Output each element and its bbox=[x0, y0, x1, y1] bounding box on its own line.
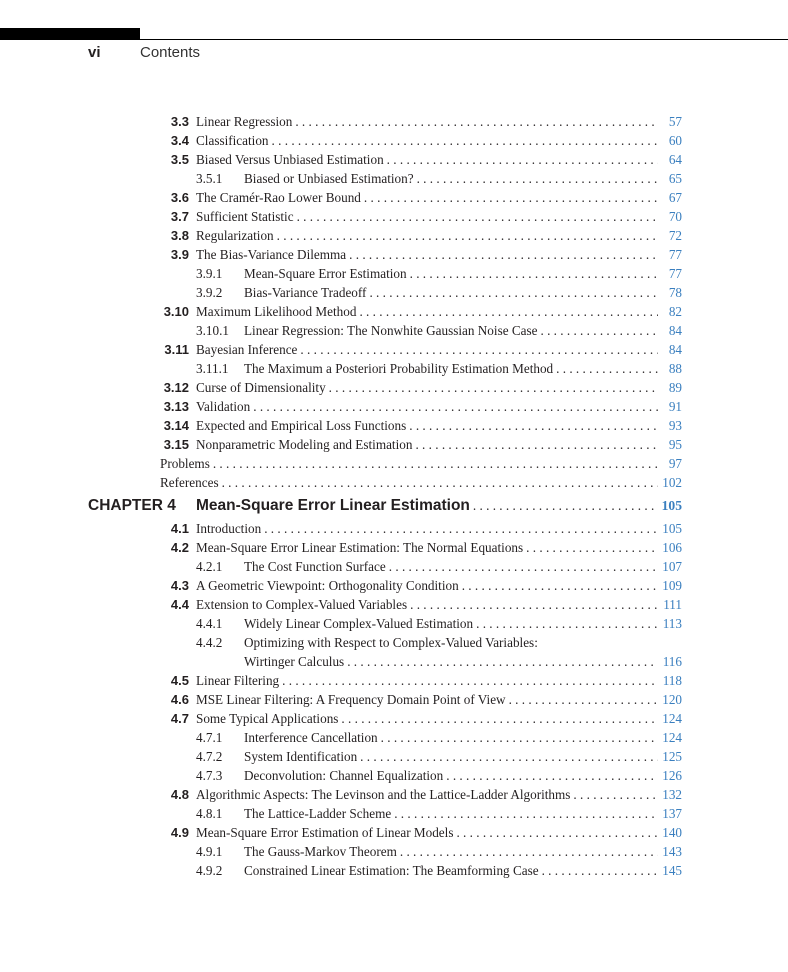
toc-entry[interactable] bbox=[0, 709, 788, 728]
entry-page-link[interactable]: 72 bbox=[668, 228, 682, 243]
entry-number: 4.4.2 bbox=[196, 635, 223, 650]
entry-title-wrap bbox=[196, 207, 658, 226]
toc-entry[interactable] bbox=[0, 245, 788, 264]
entry-title-wrap bbox=[196, 823, 658, 842]
entry-title: Mean-Square Error Linear Estimation: The Normal Equations bbox=[196, 540, 524, 555]
entry-title-wrap bbox=[244, 264, 658, 283]
entry-title-wrap bbox=[196, 435, 658, 454]
entry-number: 3.13 bbox=[163, 399, 189, 414]
entry-page-link[interactable]: 88 bbox=[668, 361, 682, 376]
entry-title-wrap bbox=[196, 576, 658, 595]
dot-leader bbox=[453, 823, 658, 842]
entry-number: 3.10.1 bbox=[196, 323, 229, 338]
toc-entry[interactable] bbox=[0, 454, 788, 473]
entry-number: 4.2 bbox=[170, 540, 189, 555]
entry-page-link[interactable]: 145 bbox=[662, 863, 682, 878]
dot-leader bbox=[470, 492, 658, 519]
entry-page-link[interactable]: 57 bbox=[668, 114, 682, 129]
entry-page-link[interactable]: 77 bbox=[668, 266, 682, 281]
dot-leader bbox=[346, 245, 658, 264]
entry-number: 4.8.1 bbox=[196, 806, 223, 821]
entry-page-link[interactable]: 137 bbox=[662, 806, 682, 821]
entry-title: Interference Cancellation bbox=[244, 730, 378, 745]
entry-number: 4.4.1 bbox=[196, 616, 223, 631]
entry-title: The Bias-Variance Dilemma bbox=[196, 247, 347, 262]
entry-title: Linear Filtering bbox=[196, 673, 280, 688]
dot-leader bbox=[414, 169, 658, 188]
entry-number: 3.9.2 bbox=[196, 285, 223, 300]
entry-title-wrap bbox=[196, 709, 658, 728]
toc-entry[interactable] bbox=[0, 131, 788, 150]
toc-entry[interactable] bbox=[0, 340, 788, 359]
dot-leader bbox=[443, 766, 658, 785]
dot-leader bbox=[523, 538, 658, 557]
dot-leader bbox=[378, 728, 658, 747]
dot-leader bbox=[261, 519, 658, 538]
toc-entry[interactable] bbox=[0, 557, 788, 576]
entry-title-wrap bbox=[196, 188, 658, 207]
toc-entry[interactable] bbox=[0, 519, 788, 538]
dot-leader bbox=[553, 359, 658, 378]
entry-title: Widely Linear Complex-Valued Estimation bbox=[244, 616, 474, 631]
entry-page-link[interactable]: 95 bbox=[668, 437, 682, 452]
dot-leader bbox=[407, 264, 658, 283]
entry-page-link[interactable]: 93 bbox=[668, 418, 682, 433]
entry-number: 3.11 bbox=[164, 342, 189, 357]
toc-entry[interactable] bbox=[0, 823, 788, 842]
entry-title: Expected and Empirical Loss Functions bbox=[196, 418, 407, 433]
toc-entry[interactable] bbox=[0, 435, 788, 454]
header-bar bbox=[0, 28, 140, 39]
toc-entry[interactable] bbox=[0, 595, 788, 614]
dot-leader bbox=[292, 112, 658, 131]
toc-entry[interactable] bbox=[0, 671, 788, 690]
entry-title: Extension to Complex-Valued Variables bbox=[196, 597, 408, 612]
entry-title: Some Typical Applications bbox=[196, 711, 339, 726]
toc-entry[interactable] bbox=[0, 226, 788, 245]
toc-entry[interactable] bbox=[0, 576, 788, 595]
dot-leader bbox=[406, 416, 658, 435]
entry-number: 3.15 bbox=[163, 437, 189, 452]
entry-page-link[interactable]: 124 bbox=[662, 711, 682, 726]
entry-title-wrap bbox=[244, 804, 658, 823]
entry-title: A Geometric Viewpoint: Orthogonality Condition bbox=[196, 578, 459, 593]
toc-entry[interactable] bbox=[0, 766, 788, 785]
dot-leader bbox=[344, 652, 658, 671]
entry-title: Curse of Dimensionality bbox=[196, 380, 326, 395]
entry-title-wrap bbox=[196, 340, 658, 359]
dot-leader bbox=[459, 576, 658, 595]
entry-title: Problems bbox=[160, 456, 210, 471]
toc-entry[interactable] bbox=[0, 283, 788, 302]
entry-page-link[interactable]: 78 bbox=[668, 285, 682, 300]
dot-leader bbox=[570, 785, 658, 804]
entry-title-wrap bbox=[244, 747, 658, 766]
entry-title: Mean-Square Error Estimation bbox=[244, 266, 407, 281]
entry-title: Sufficient Statistic bbox=[196, 209, 294, 224]
toc-entry[interactable] bbox=[0, 861, 788, 880]
entry-number: 4.4 bbox=[170, 597, 189, 612]
entry-page-link[interactable]: 126 bbox=[662, 768, 682, 783]
dot-leader bbox=[366, 283, 658, 302]
toc-entry[interactable] bbox=[0, 842, 788, 861]
entry-title: Biased or Unbiased Estimation? bbox=[244, 171, 414, 186]
entry-page-link[interactable]: 60 bbox=[668, 133, 682, 148]
running-title: Contents bbox=[140, 44, 201, 61]
dot-leader bbox=[506, 690, 658, 709]
entry-title: Algorithmic Aspects: The Levinson and the Lattice-Ladder Algorithms bbox=[196, 787, 571, 802]
entry-page-link[interactable]: 91 bbox=[668, 399, 682, 414]
entry-number: 4.9.2 bbox=[196, 863, 223, 878]
entry-title-wrap bbox=[244, 861, 658, 880]
entry-page-link[interactable]: 64 bbox=[668, 152, 682, 167]
dot-leader bbox=[407, 595, 658, 614]
entry-title: The Cramér-Rao Lower Bound bbox=[196, 190, 361, 205]
dot-leader bbox=[210, 454, 658, 473]
entry-title: Constrained Linear Estimation: The Beamforming Case bbox=[244, 863, 539, 878]
toc-entry[interactable] bbox=[0, 188, 788, 207]
entry-page-link[interactable]: 82 bbox=[668, 304, 682, 319]
entry-title: The Gauss-Markov Theorem bbox=[244, 844, 397, 859]
toc-entry[interactable] bbox=[0, 538, 788, 557]
entry-number: 3.9.1 bbox=[196, 266, 223, 281]
entry-title: System Identification bbox=[244, 749, 358, 764]
entry-title-wrap bbox=[196, 492, 658, 519]
entry-number: 3.7 bbox=[170, 209, 189, 224]
toc-entry[interactable] bbox=[0, 112, 788, 131]
entry-title: Bias-Variance Tradeoff bbox=[244, 285, 367, 300]
toc-entry[interactable] bbox=[0, 416, 788, 435]
entry-page-link[interactable]: 140 bbox=[662, 825, 682, 840]
entry-title-wrap bbox=[196, 378, 658, 397]
toc-entry[interactable] bbox=[0, 169, 788, 188]
entry-number: 4.2.1 bbox=[196, 559, 223, 574]
toc-entry[interactable] bbox=[0, 207, 788, 226]
entry-title: Biased Versus Unbiased Estimation bbox=[196, 152, 384, 167]
entry-title: The Cost Function Surface bbox=[244, 559, 386, 574]
entry-page-link[interactable]: 89 bbox=[668, 380, 682, 395]
entry-number: 4.7.2 bbox=[196, 749, 223, 764]
entry-number: 3.6 bbox=[170, 190, 189, 205]
entry-page-link[interactable]: 125 bbox=[662, 749, 682, 764]
entry-title: Classification bbox=[196, 133, 269, 148]
entry-title-wrap bbox=[196, 302, 658, 321]
entry-number: 3.8 bbox=[170, 228, 189, 243]
entry-title: Validation bbox=[196, 399, 251, 414]
entry-title-wrap bbox=[244, 652, 658, 671]
toc-entry[interactable] bbox=[0, 473, 788, 492]
entry-page-link[interactable]: 102 bbox=[662, 475, 682, 490]
dot-leader bbox=[294, 207, 658, 226]
dot-leader bbox=[391, 804, 658, 823]
entry-page-link[interactable]: 97 bbox=[668, 456, 682, 471]
entry-page-link[interactable]: 107 bbox=[662, 559, 682, 574]
page-number: vi bbox=[88, 44, 101, 61]
entry-title-wrap bbox=[196, 785, 658, 804]
entry-title: MSE Linear Filtering: A Frequency Domain Point of View bbox=[196, 692, 506, 707]
entry-number: 3.10 bbox=[163, 304, 189, 319]
entry-number: 3.3 bbox=[170, 114, 189, 129]
dot-leader bbox=[361, 188, 658, 207]
entry-page-link[interactable]: 113 bbox=[662, 616, 682, 631]
entry-title-wrap bbox=[196, 131, 658, 150]
entry-number: 4.9 bbox=[170, 825, 189, 840]
entry-page-link[interactable]: 120 bbox=[662, 692, 682, 707]
dot-leader bbox=[412, 435, 658, 454]
toc-entry[interactable] bbox=[0, 747, 788, 766]
entry-page-link[interactable]: 111 bbox=[663, 597, 682, 612]
dot-leader bbox=[219, 473, 658, 492]
entry-title-wrap bbox=[244, 557, 658, 576]
entry-page-link[interactable]: 118 bbox=[662, 673, 682, 688]
entry-page-link[interactable]: 67 bbox=[668, 190, 682, 205]
entry-title: Wirtinger Calculus bbox=[244, 654, 345, 669]
entry-title: Mean-Square Error Linear Estimation bbox=[196, 497, 470, 514]
entry-number: 4.9.1 bbox=[196, 844, 223, 859]
entry-title-wrap bbox=[244, 359, 658, 378]
entry-title-wrap bbox=[160, 454, 658, 473]
toc-entry[interactable] bbox=[0, 150, 788, 169]
entry-number: 3.4 bbox=[170, 133, 189, 148]
entry-number: 3.11.1 bbox=[196, 361, 229, 376]
entry-number: 3.5.1 bbox=[196, 171, 223, 186]
entry-title: Linear Regression: The Nonwhite Gaussian Noise Case bbox=[244, 323, 538, 338]
entry-number: 4.7 bbox=[170, 711, 189, 726]
entry-number: CHAPTER 4 bbox=[88, 497, 176, 514]
entry-title: Regularization bbox=[196, 228, 274, 243]
entry-title-wrap bbox=[196, 112, 658, 131]
entry-page-link[interactable]: 84 bbox=[668, 323, 682, 338]
entry-number: 3.5 bbox=[170, 152, 189, 167]
entry-page-link[interactable]: 106 bbox=[662, 540, 682, 555]
toc-entry[interactable] bbox=[0, 302, 788, 321]
dot-leader bbox=[297, 340, 658, 359]
entry-title-wrap bbox=[244, 283, 658, 302]
dot-leader bbox=[386, 557, 658, 576]
entry-page-link[interactable]: 77 bbox=[668, 247, 682, 262]
toc-entry[interactable] bbox=[0, 321, 788, 340]
entry-title: References bbox=[160, 475, 219, 490]
entry-title-wrap bbox=[244, 169, 658, 188]
entry-title: The Maximum a Posteriori Probability Estimation Method bbox=[244, 361, 554, 376]
entry-title: Mean-Square Error Estimation of Linear Models bbox=[196, 825, 454, 840]
entry-page-link[interactable]: 132 bbox=[662, 787, 682, 802]
entry-number: 3.9 bbox=[170, 247, 189, 262]
entry-number: 3.14 bbox=[163, 418, 189, 433]
toc-entry[interactable] bbox=[0, 359, 788, 378]
toc-chapter-entry[interactable] bbox=[0, 492, 788, 519]
toc-entry[interactable] bbox=[0, 690, 788, 709]
dot-leader bbox=[326, 378, 658, 397]
toc-entry[interactable] bbox=[0, 378, 788, 397]
entry-number: 4.7.3 bbox=[196, 768, 223, 783]
entry-title: Bayesian Inference bbox=[196, 342, 298, 357]
entry-page-link[interactable]: 109 bbox=[662, 578, 682, 593]
entry-number: 4.1 bbox=[170, 521, 189, 536]
toc-entry[interactable] bbox=[0, 728, 788, 747]
entry-number: 4.5 bbox=[170, 673, 189, 688]
dot-leader bbox=[397, 842, 658, 861]
entry-title-wrap bbox=[244, 614, 658, 633]
toc-entry[interactable] bbox=[0, 804, 788, 823]
entry-title-wrap bbox=[244, 766, 658, 785]
dot-leader bbox=[338, 709, 658, 728]
entry-number: 4.8 bbox=[170, 787, 189, 802]
entry-title: Linear Regression bbox=[196, 114, 293, 129]
entry-title-wrap bbox=[196, 150, 658, 169]
header-rule bbox=[0, 39, 788, 40]
toc-entry[interactable] bbox=[0, 785, 788, 804]
entry-title-wrap bbox=[244, 728, 658, 747]
entry-title-wrap bbox=[244, 842, 658, 861]
entry-title-wrap bbox=[196, 519, 658, 538]
entry-title-wrap bbox=[160, 473, 658, 492]
entry-title-wrap bbox=[196, 416, 658, 435]
entry-page-link[interactable]: 105 bbox=[662, 521, 682, 536]
toc-entry[interactable] bbox=[0, 614, 788, 633]
entry-title-wrap bbox=[196, 226, 658, 245]
dot-leader bbox=[356, 302, 658, 321]
entry-page-link[interactable]: 143 bbox=[662, 844, 682, 859]
dot-leader bbox=[274, 226, 658, 245]
entry-number: 4.7.1 bbox=[196, 730, 223, 745]
entry-title: The Lattice-Ladder Scheme bbox=[244, 806, 392, 821]
dot-leader bbox=[537, 321, 658, 340]
entry-title-wrap bbox=[244, 321, 658, 340]
dot-leader bbox=[384, 150, 658, 169]
entry-title-wrap bbox=[196, 397, 658, 416]
dot-leader bbox=[357, 747, 658, 766]
entry-title-wrap bbox=[196, 595, 658, 614]
entry-title: Deconvolution: Channel Equalization bbox=[244, 768, 444, 783]
entry-title: Nonparametric Modeling and Estimation bbox=[196, 437, 413, 452]
dot-leader bbox=[539, 861, 658, 880]
toc-entry[interactable] bbox=[0, 633, 788, 671]
entry-page-link[interactable]: 105 bbox=[661, 498, 682, 513]
entry-title-wrap bbox=[196, 245, 658, 264]
entry-title-wrap bbox=[196, 671, 658, 690]
entry-title: Introduction bbox=[196, 521, 262, 536]
entry-page-link[interactable]: 65 bbox=[668, 171, 682, 186]
entry-number: 4.6 bbox=[170, 692, 189, 707]
entry-title: Maximum Likelihood Method bbox=[196, 304, 357, 319]
entry-title-wrap bbox=[196, 690, 658, 709]
table-of-contents bbox=[0, 112, 788, 880]
toc-entry[interactable] bbox=[0, 264, 788, 283]
entry-page-link[interactable]: 124 bbox=[662, 730, 682, 745]
toc-entry[interactable] bbox=[0, 397, 788, 416]
dot-leader bbox=[269, 131, 658, 150]
entry-page-link[interactable]: 70 bbox=[668, 209, 682, 224]
dot-leader bbox=[250, 397, 658, 416]
entry-page-link[interactable]: 116 bbox=[662, 654, 682, 669]
dot-leader bbox=[279, 671, 658, 690]
entry-title-wrap bbox=[196, 538, 658, 557]
entry-number: 3.12 bbox=[163, 380, 189, 395]
entry-title-line: Optimizing with Respect to Complex-Valued Variables: bbox=[244, 635, 538, 650]
entry-number: 4.3 bbox=[170, 578, 189, 593]
dot-leader bbox=[473, 614, 658, 633]
entry-page-link[interactable]: 84 bbox=[668, 342, 682, 357]
